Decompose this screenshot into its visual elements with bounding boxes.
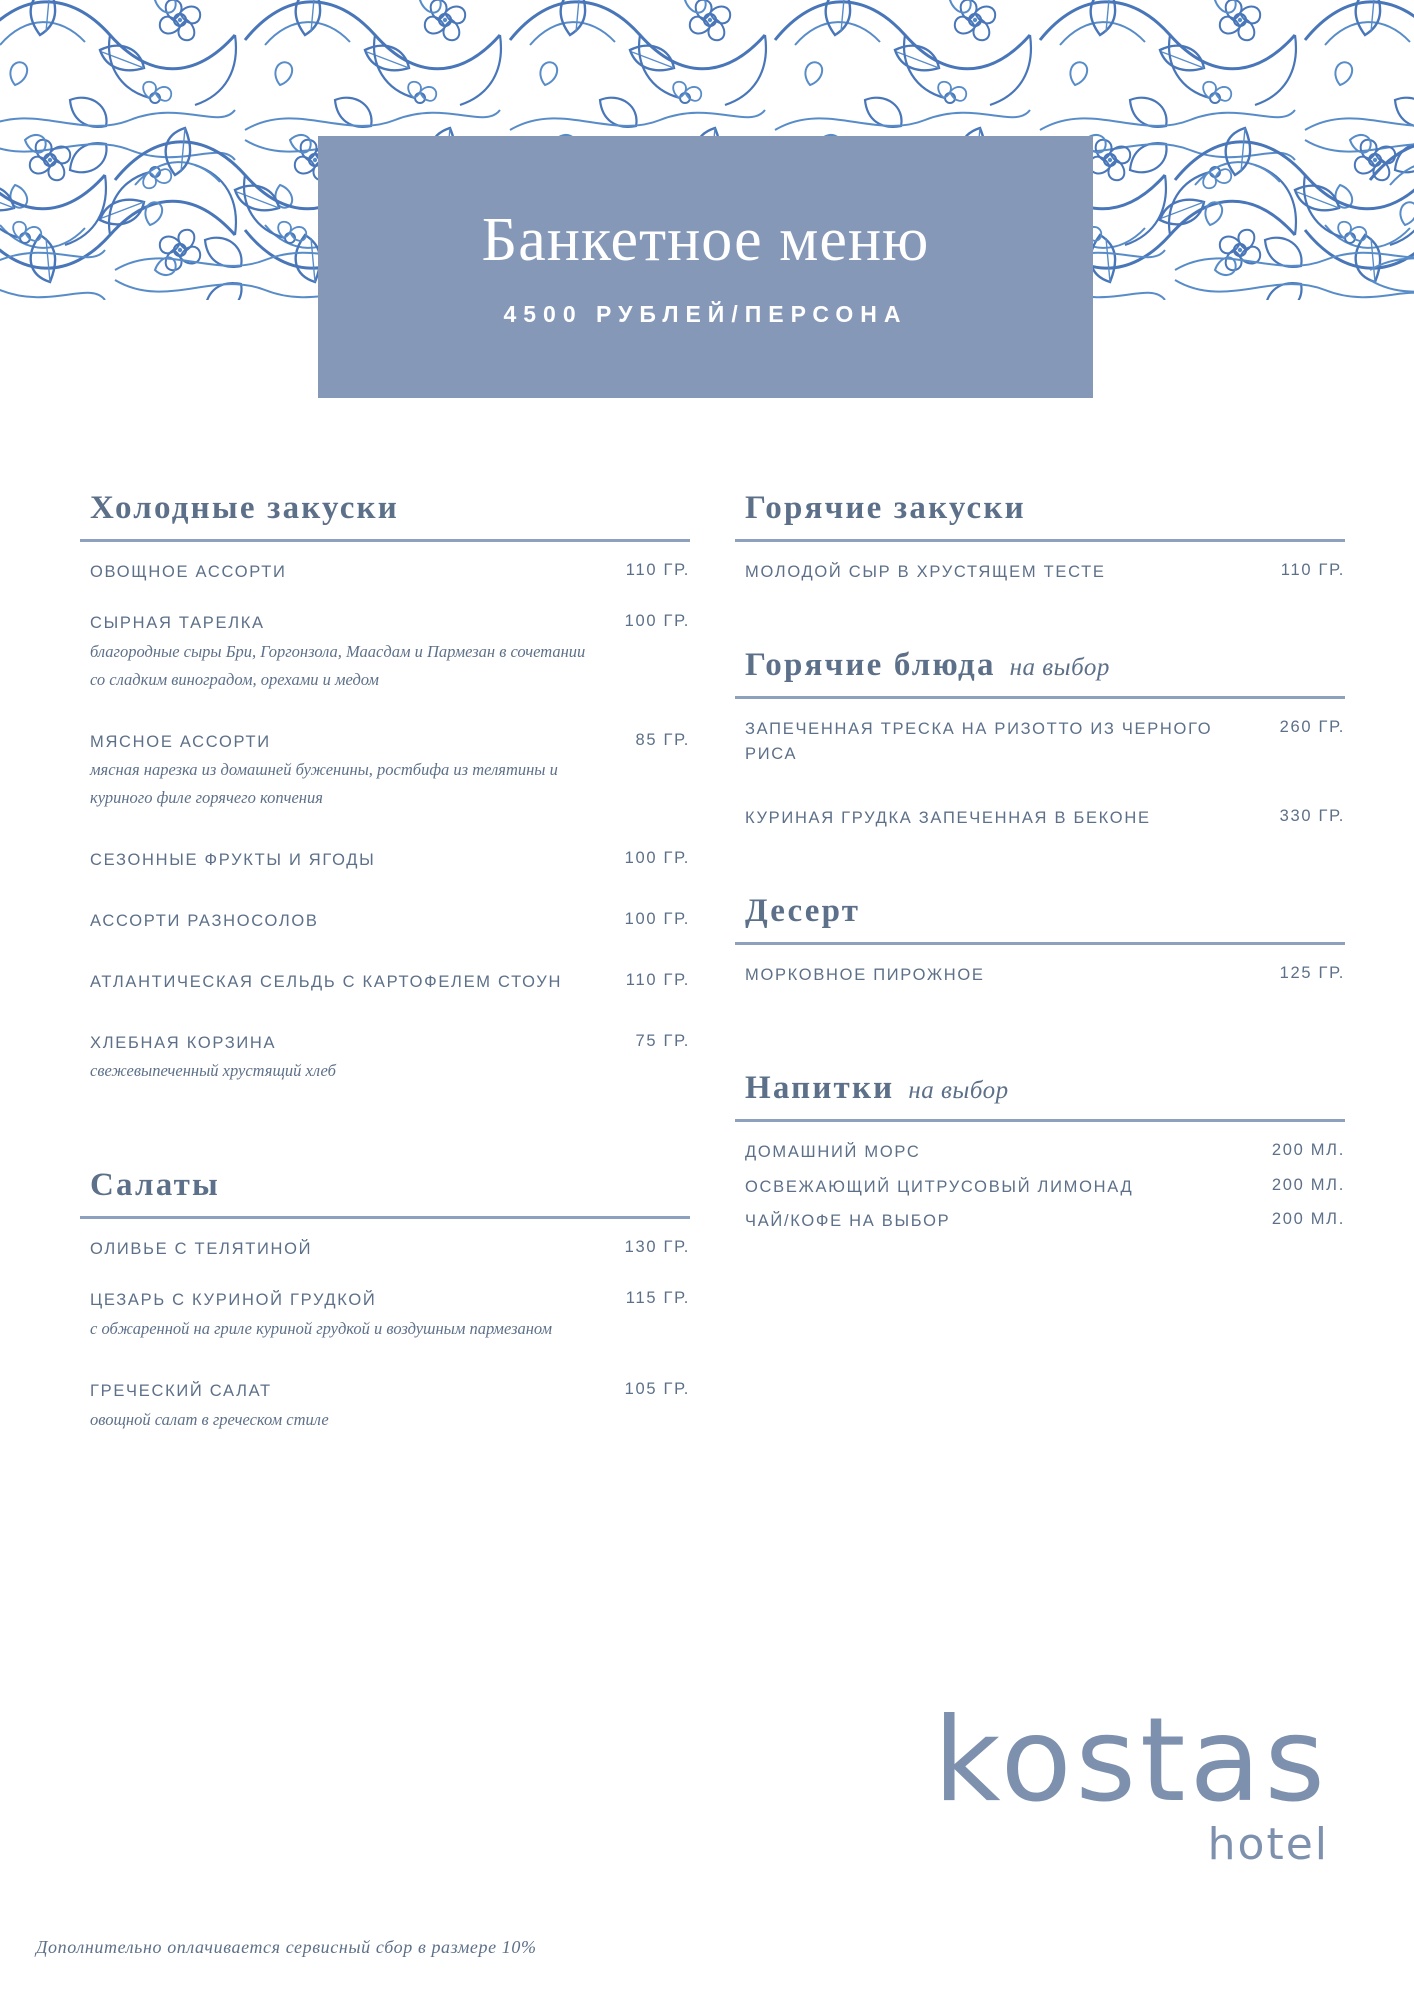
item-description: овощной салат в греческом стиле — [90, 1409, 329, 1429]
item-qty: 100 ГР. — [624, 910, 690, 929]
item-qty: 105 ГР. — [624, 1380, 690, 1399]
section-divider — [735, 942, 1345, 945]
menu-item — [80, 1237, 690, 1262]
item-qty: 100 ГР. — [624, 849, 690, 868]
hotel-logo — [933, 1692, 1329, 1870]
item-name: ЗАПЕЧЕННАЯ ТРЕСКА НА РИЗОТТО ИЗ ЧЕРНОГО РИСА — [745, 719, 1213, 763]
item-name: АТЛАНТИЧЕСКАЯ СЕЛЬДЬ С КАРТОФЕЛЕМ СТОУН — [90, 972, 563, 991]
item-qty: 260 ГР. — [1279, 717, 1345, 736]
section-divider — [80, 1216, 690, 1219]
item-qty: 110 ГР. — [625, 561, 690, 579]
item-qty: 130 ГР. — [624, 1238, 690, 1257]
section-divider — [80, 539, 690, 542]
item-name: ХЛЕБНАЯ КОРЗИНА — [90, 1033, 277, 1052]
item-description: благородные сыры Бри, Горгонзола, Маасдам и Пармезан в сочетании со сладким виноградом, орехами и медом — [90, 641, 586, 689]
logo-subtitle: hotel — [1207, 1819, 1329, 1870]
item-name: ДОМАШНИЙ МОРС — [745, 1142, 921, 1161]
section-title-hot-starters — [735, 490, 1345, 527]
service-charge-note: Дополнительно оплачивается сервисный сбор в размере 10% — [36, 1937, 537, 1957]
right-column — [735, 490, 1345, 1244]
item-name: МОЛОДОЙ СЫР В ХРУСТЯЩЕМ ТЕСТЕ — [745, 563, 1106, 581]
item-name: МОРКОВНОЕ ПИРОЖНОЕ — [745, 966, 985, 984]
item-qty: 330 ГР. — [1279, 807, 1345, 826]
menu-item — [80, 1031, 690, 1086]
menu-item — [735, 560, 1345, 585]
item-name: ЦЕЗАРЬ С КУРИНОЙ ГРУДКОЙ — [90, 1291, 377, 1310]
section-title-dessert — [735, 893, 1345, 930]
menu-item — [80, 730, 690, 813]
item-name: ГРЕЧЕСКИЙ САЛАТ — [90, 1382, 272, 1401]
section-title-text: Десерт — [745, 893, 861, 929]
menu-item — [80, 848, 690, 873]
menu-item — [80, 560, 690, 585]
item-name: ЧАЙ/КОФЕ НА ВЫБОР — [745, 1212, 951, 1231]
item-qty: 125 ГР. — [1279, 964, 1345, 982]
item-qty: 110 ГР. — [625, 970, 690, 989]
item-qty: 110 ГР. — [1280, 561, 1345, 579]
section-divider — [735, 539, 1345, 542]
item-qty: 200 МЛ. — [1271, 1140, 1345, 1159]
section-salads — [80, 1167, 690, 1433]
section-selector-note: на выбор — [1009, 653, 1110, 681]
item-name: МЯСНОЕ АССОРТИ — [90, 732, 271, 751]
left-column — [80, 490, 690, 1460]
menu-item — [80, 909, 690, 934]
menu-item — [735, 1209, 1345, 1234]
section-drinks — [735, 1070, 1345, 1234]
page-title: Банкетное меню — [481, 206, 930, 275]
logo-name: kostas — [933, 1692, 1329, 1828]
section-title-cold-starters — [80, 490, 690, 527]
section-cold-starters — [80, 490, 690, 1085]
section-title-text: Салаты — [90, 1167, 220, 1204]
price-per-person: 4500 РУБЛЕЙ/ПЕРСОНА — [503, 300, 908, 327]
item-qty: 100 ГР. — [624, 611, 690, 630]
menu-item — [735, 1140, 1345, 1165]
section-divider — [735, 696, 1345, 699]
item-name: ОЛИВЬЕ С ТЕЛЯТИНОЙ — [90, 1240, 313, 1259]
section-title-text: Напитки — [745, 1069, 895, 1106]
menu-item — [80, 1288, 690, 1343]
section-dessert — [735, 893, 1345, 988]
item-qty: 85 ГР. — [635, 730, 690, 749]
section-title-hot-dishes — [735, 647, 1345, 684]
section-selector-note: на выбор — [908, 1076, 1009, 1104]
menu-item — [80, 611, 690, 694]
item-description: свежевыпеченный хрустящий хлеб — [90, 1061, 336, 1081]
menu-item — [80, 1379, 690, 1434]
section-title-drinks — [735, 1070, 1345, 1107]
item-name: КУРИНАЯ ГРУДКА ЗАПЕЧЕННАЯ В БЕКОНЕ — [745, 809, 1151, 828]
menu-title-block — [318, 136, 1093, 398]
menu-item — [735, 1175, 1345, 1200]
item-name: ОВОЩНОЕ АССОРТИ — [90, 563, 287, 581]
section-title-text: Холодные закуски — [90, 490, 399, 526]
item-name: СЕЗОННЫЕ ФРУКТЫ И ЯГОДЫ — [90, 851, 376, 870]
item-qty: 200 МЛ. — [1271, 1175, 1345, 1194]
item-name: СЫРНАЯ ТАРЕЛКА — [90, 613, 265, 632]
section-divider — [735, 1119, 1345, 1122]
section-title-salads — [80, 1167, 690, 1204]
item-qty: 75 ГР. — [635, 1031, 690, 1050]
section-hot-starters — [735, 490, 1345, 585]
section-hot-dishes — [735, 647, 1345, 831]
item-qty: 115 ГР. — [625, 1289, 690, 1308]
item-qty: 200 МЛ. — [1271, 1210, 1345, 1229]
section-title-text: Горячие блюда — [745, 646, 996, 683]
menu-item — [735, 717, 1345, 767]
item-description: мясная нарезка из домашней буженины, ростбифа из телятины и куриного филе горячего копчения — [90, 760, 558, 808]
item-name: АССОРТИ РАЗНОСОЛОВ — [90, 912, 319, 931]
section-title-text: Горячие закуски — [745, 490, 1026, 526]
menu-item — [735, 806, 1345, 831]
menu-item — [80, 970, 690, 995]
item-description: с обжаренной на гриле куриной грудкой и воздушным пармезаном — [90, 1318, 553, 1338]
item-name: ОСВЕЖАЮЩИЙ ЦИТРУСОВЫЙ ЛИМОНАД — [745, 1177, 1134, 1196]
menu-item — [735, 963, 1345, 988]
